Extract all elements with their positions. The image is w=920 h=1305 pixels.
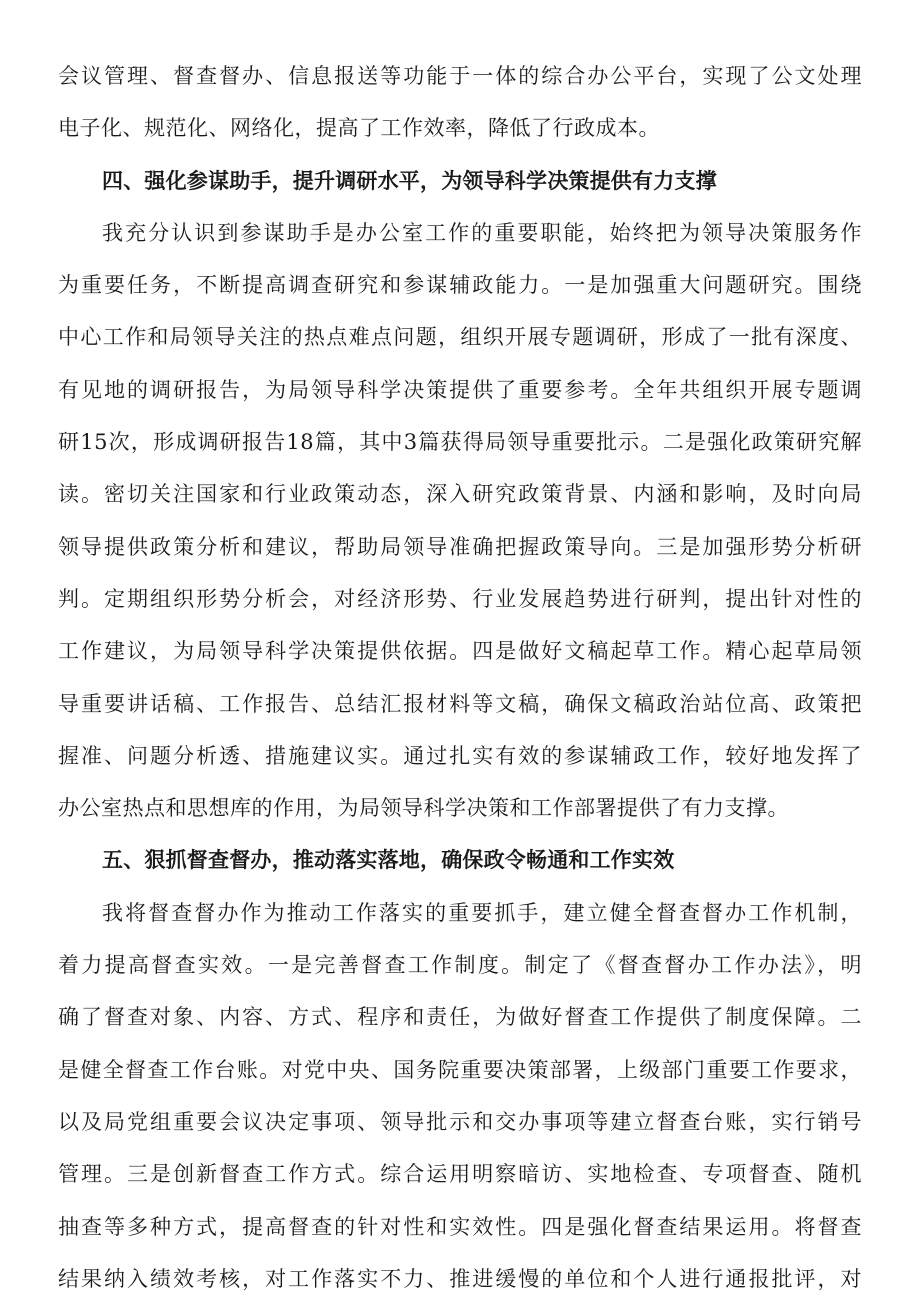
body-text-line: 我将督查督办作为推动工作落实的重要抓手，建立健全督查督办工作机制， xyxy=(102,900,862,925)
body-text-line: 以及局党组重要会议决定事项、领导批示和交办事项等建立督查台账，实行销号 xyxy=(58,1109,862,1134)
body-text-line: 我充分认识到参谋助手是办公室工作的重要职能，始终把为领导决策服务作 xyxy=(102,220,862,245)
body-text-line: 判。定期组织形势分析会，对经济形势、行业发展趋势进行研判，提出针对性的 xyxy=(58,586,862,611)
body-text-line: 确了督查对象、内容、方式、程序和责任，为做好督查工作提供了制度保障。二 xyxy=(58,1005,862,1030)
body-text-line: 办公室热点和思想库的作用，为局领导科学决策和工作部署提供了有力支撑。 xyxy=(58,796,789,821)
body-text-line: 工作建议，为局领导科学决策提供依据。四是做好文稿起草工作。精心起草局领 xyxy=(58,639,862,664)
body-text-line: 有见地的调研报告，为局领导科学决策提供了重要参考。全年共组织开展专题调 xyxy=(58,377,862,402)
body-text-line: 电子化、规范化、网络化，提高了工作效率，降低了行政成本。 xyxy=(58,116,660,141)
body-text-line: 会议管理、督查督办、信息报送等功能于一体的综合办公平台，实现了公文处理 xyxy=(58,64,862,88)
body-text-line: 领导提供政策分析和建议，帮助局领导准确把握政策导向。三是加强形势分析研 xyxy=(58,534,862,559)
section-heading-5: 五、狠抓督查督办，推动落实落地，确保政令畅通和工作实效 xyxy=(102,848,675,873)
body-text-line: 读。密切关注国家和行业政策动态，深入研究政策背景、内涵和影响，及时向局 xyxy=(58,482,862,507)
body-text-line: 抽查等多种方式，提高督查的针对性和实效性。四是强化督查结果运用。将督查 xyxy=(58,1214,862,1239)
body-text-line: 为重要任务，不断提高调查研究和参谋辅政能力。一是加强重大问题研究。围绕 xyxy=(58,273,862,298)
section-heading-4: 四、强化参谋助手，提升调研水平，为领导科学决策提供有力支撑 xyxy=(102,168,717,193)
body-text-line: 导重要讲话稿、工作报告、总结汇报材料等文稿，确保文稿政治站位高、政策把 xyxy=(58,691,862,716)
body-text-line: 中心工作和局领导关注的热点难点问题，组织开展专题调研，形成了一批有深度、 xyxy=(58,325,862,350)
body-text-line: 研15次，形成调研报告18篇，其中3篇获得局领导重要批示。二是强化政策研究解 xyxy=(58,430,862,455)
body-text-line: 着力提高督查实效。一是完善督查工作制度。制定了《督查督办工作办法》，明 xyxy=(58,953,862,978)
body-text-line: 握准、问题分析透、措施建议实。通过扎实有效的参谋辅政工作，较好地发挥了 xyxy=(58,743,862,768)
body-text-line: 结果纳入绩效考核，对工作落实不力、推进缓慢的单位和个人进行通报批评，对 xyxy=(58,1266,862,1291)
body-text-line: 管理。三是创新督查工作方式。综合运用明察暗访、实地检查、专项督查、随机 xyxy=(58,1162,862,1187)
body-text-line: 是健全督查工作台账。对党中央、国务院重要决策部署，上级部门重要工作要求， xyxy=(58,1057,862,1082)
